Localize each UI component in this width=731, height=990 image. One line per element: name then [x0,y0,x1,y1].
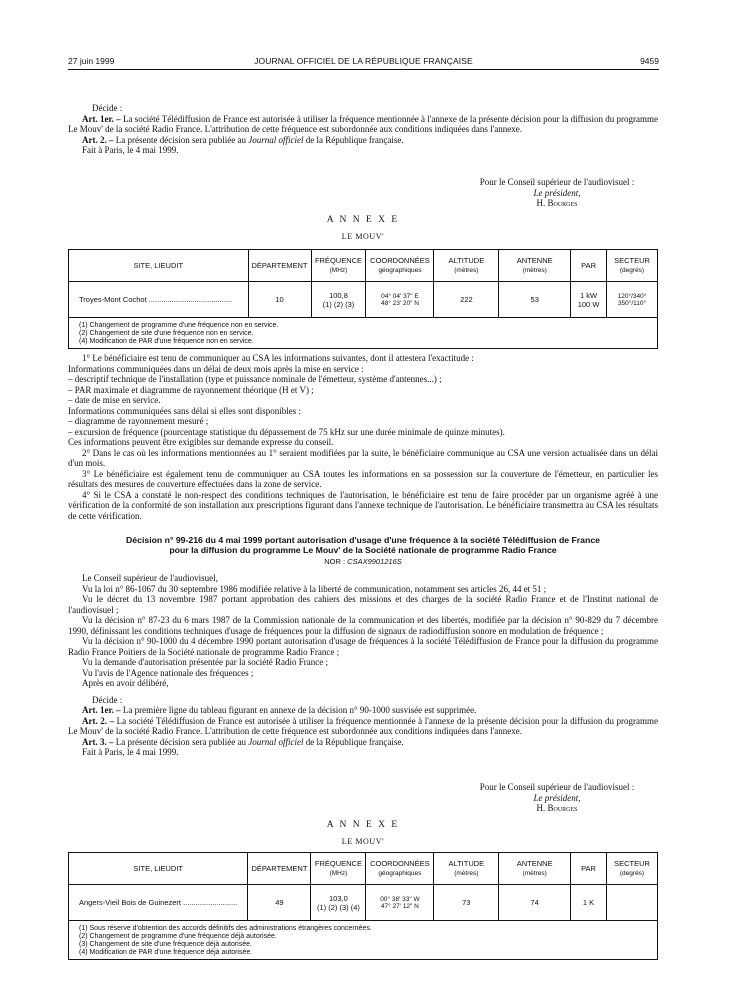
note-3: (4) Modification de PAR d'une fréquence non en service. [79,338,254,345]
cell-secteur-1: 120°/340° [617,292,647,300]
annex1-subtitle: LE MOUV' [341,232,385,241]
cell-alt: 73 [434,885,499,921]
col-alt-label: ALTITUDE [448,256,485,265]
nor-code: CSAX9901216S [347,557,402,566]
d2-art3-post: de la République française. [305,736,404,747]
d2-art2-label: Art. 2. – [82,715,115,726]
decision2-body [68,573,658,758]
col-par: PAR [571,250,607,282]
visa-7: Après en avoir délibéré, [82,678,169,688]
visa-3: Vu la décision n° 87-23 du 6 mars 1987 de la Commission nationale de la communication et des libertés, modifiée par la décision n° 90-829 du 7 décembre 1990, définissant les conditions techniques d'usage de fréquences pour la diffusion de signaux de radiodiffusion sonore en modulation de fréquence ; [68,615,658,636]
decision2-nor [68,557,658,566]
note-1: (1) Changement de programme d'une fréquence non en service. [79,322,279,329]
condition-exigibles: Ces informations peuvent être exigibles sur demande expresse du conseil. [68,437,334,447]
col-secteur-label: SECTEUR [614,256,650,265]
header-date: 27 juin 1999 [68,56,115,66]
decision1-art1 [68,114,658,135]
annex2-subtitle: LE MOUV' [341,837,385,846]
visa-2: Vu le décret du 13 novembre 1987 portant approbation des cahiers des missions et des charges de la société Radio France et de l'Institut national de l'audiovisuel ; [68,594,658,615]
cell-secteur [607,282,658,318]
annex1-notes-row [69,318,658,349]
decision1-art2 [68,135,658,146]
cell-coord-lat: 48° 23' 20" N [380,299,419,307]
cell-coord-lon: 04° 04' 37" E [381,292,419,300]
cell-par [571,282,607,318]
d2-signature-line3: H. Bourges [536,803,578,813]
condition-item-diagramme: – diagramme de rayonnement mesuré ; [68,416,209,426]
col-ant-unit: (mètres) [522,267,547,274]
table-row [69,282,658,318]
cell-ant: 74 [499,885,571,921]
annex1-header-row [69,250,658,282]
col-dept: DÉPARTEMENT [248,250,311,282]
condition-info-sans-delai: Informations communiquées sans délai si elles sont disponibles : [68,405,301,416]
condition-item-descriptif: – descriptif technique de l'installation (type et puissance nominale de l'émetteur, système d'antennes...) ; [68,374,442,384]
annex1-title: A N N E X E [326,215,400,225]
col-freq [311,853,366,885]
cell-alt: 222 [434,282,499,318]
decision2-title [68,535,658,555]
cell-site: Angers-Vieil Bois de Guinezert .......................... [69,885,248,921]
annex2-notes [69,921,658,960]
cell-coord [366,885,434,921]
decide-line: Décide : [92,103,123,113]
decision2-title-line2: pour la diffusion du programme Le Mouv' de la Société nationale de programme Radio France [169,545,557,555]
col-site: SITE, LIEUDIT [69,853,248,885]
annex1-notes [69,318,658,349]
col-secteur [607,853,658,885]
note-4: (4) Modification de PAR d'une fréquence déjà autorisée. [79,949,253,956]
col-alt-unit: (mètres) [454,870,479,877]
visa-6: Vu l'avis de l'Agence nationale des fréquences ; [82,667,254,678]
annex2-header-row [69,853,658,885]
d2-art3-label: Art. 3. – [82,736,114,747]
col-dept: DÉPARTEMENT [248,853,311,885]
art2-pre: La présente décision sera publiée au [115,134,246,145]
cell-coord-lat: 47° 27' 12" N [380,902,419,910]
signature-line1: Pour le Conseil supérieur de l'audiovisuel : [479,177,635,187]
col-freq-label: FRÉQUENCE [314,256,363,265]
header-page-number: 9459 [640,56,659,66]
col-alt-unit: (mètres) [454,267,479,274]
art2-label: Art. 2. – [82,134,114,145]
cell-ant: 53 [499,282,571,318]
art1-text: La société Télédiffusion de France est autorisée à utiliser la fréquence mentionnée à l'annexe de la présente décision pour la diffusion du programme Le Mouv' de la société Radio France. L'attribution de cette fréquence est subordonnée aux conditions indiquées dans l'annexe. [68,113,658,134]
page-header [68,56,659,70]
signature-line2: Le président, [533,187,581,198]
col-ant-unit: (mètres) [522,870,547,877]
decision1-fait: Fait à Paris, le 4 mai 1999. [82,145,179,155]
note-1: (1) Sous réserve d'obtention des accords définitifs des administrations étrangères concernées. [79,925,372,932]
cell-freq-value: 103,0 [329,893,348,903]
cell-freq-notes: (1) (2) (3) [322,299,355,309]
decision2-decide: Décide : [92,694,123,705]
visa-5: Vu la demande d'autorisation présentée par la société Radio France ; [82,657,328,667]
cell-coord-lon: 00° 38' 33" W [380,895,420,903]
condition-3: 3° Le bénéficiaire est également tenu de communiquer au CSA toutes les informations en sa possession sur la couverture de l'émetteur, en particulier les résultats des mesures de couverture effectuées dans la zone de service. [68,468,658,489]
cell-freq-value: 100,8 [329,290,348,300]
condition-2: 2° Dans le cas où les informations mentionnées au 1° seraient modifiées par la suite, le bénéficiaire communique au CSA une version actualisée dans un délai d'un mois. [68,447,658,468]
col-alt [434,853,499,885]
art2-journal: Journal officiel [248,134,304,145]
decision2-fait: Fait à Paris, le 4 mai 1999. [82,747,179,757]
d2-signature-line1: Pour le Conseil supérieur de l'audiovisuel : [479,782,635,792]
d2-art3-journal: Journal officiel [248,736,304,747]
annex2-table [68,852,658,960]
header-journal-title: JOURNAL OFFICIEL DE LA RÉPUBLIQUE FRANÇAISE [254,56,473,66]
condition-1: 1° Le bénéficiaire est tenu de communiquer au CSA les informations suivantes, dont il attestera l'exactitude : [82,353,474,363]
condition-item-excursion: – excursion de fréquence (pourcentage statistique du dépassement de 75 kHz sur une durée minimale de quinze minutes). [68,426,505,437]
decision2-intro: Le Conseil supérieur de l'audiovisuel, [82,573,218,583]
annex2-title: A N N E X E [326,820,400,830]
col-alt [434,250,499,282]
note-3: (3) Changement de site d'une fréquence déjà autorisée. [79,941,252,948]
decision2-art3 [68,737,658,748]
col-secteur-unit: (degrés) [619,267,645,274]
cell-par: 1 K [571,885,607,921]
col-par: PAR [571,853,607,885]
condition-item-date: – date de mise en service. [68,395,161,405]
cell-dept: 10 [248,282,311,318]
cell-coord [366,282,434,318]
signature-line3: H. Bourges [536,198,578,208]
cell-site: Troyes-Mont Cochot ........................................ [69,282,249,318]
col-coord-unit: géographiques [378,870,422,877]
note-2: (2) Changement de site d'une fréquence non en service. [79,330,254,337]
decision2-title-line1: Décision n° 99-216 du 4 mai 1999 portant autorisation d'usage d'une fréquence à la société Télédiffusion de France [126,535,600,545]
col-freq-label: FRÉQUENCE [314,859,362,868]
col-ant-label: ANTENNE [516,859,553,868]
table-row [69,885,658,921]
cell-secteur-2: 350°/110° [617,299,647,307]
col-freq [311,250,366,282]
decision2-signature [452,782,662,814]
d2-art1-label: Art. 1er. – [82,705,121,715]
col-secteur-label: SECTEUR [614,859,650,868]
decision1-articles [68,103,658,156]
nor-label: NOR : [324,557,346,566]
col-secteur-unit: (degrés) [619,870,645,877]
cell-par-2: 100 W [577,299,600,309]
col-coord-label: COORDONNÉES [370,256,430,265]
cell-dept: 49 [248,885,311,921]
col-freq-unit: (MHz) [329,267,348,274]
conditions-block [68,353,658,521]
note-2: (2) Changement de programme d'une fréquence déjà autorisée. [79,933,277,940]
cell-par-1: 1 kW [580,290,598,300]
visa-1: Vu la loi n° 86-1067 du 30 septembre 1986 modifiée relative à la liberté de communication, notamment ses articles 26, 44 et 51 ; [82,583,547,594]
cell-freq [311,885,366,921]
col-ant-label: ANTENNE [516,256,553,265]
col-freq-unit: (MHz) [329,870,348,877]
header-rule [68,69,659,70]
condition-item-par: – PAR maximale et diagramme de rayonnement théorique (H et V) ; [68,384,314,395]
col-secteur [607,250,658,282]
col-site: SITE, LIEUDIT [69,250,249,282]
annex1-table [68,249,658,349]
decision2-art1 [68,705,658,716]
condition-4: 4° Si le CSA a constaté le non-respect des conditions techniques de l'autorisation, le bénéficiaire est tenu de faire procéder par un organisme agréé à une vérification de la conformité de son installation aux prescriptions figurant dans l'annexe technique de l'autorisation. Le bénéficiaire transmettra au CSA les résultats de cette vérification. [68,489,658,521]
col-ant [499,853,571,885]
art2-post: de la République française. [305,134,404,145]
d2-signature-line2: Le président, [533,792,581,803]
d2-art2-text: La société Télédiffusion de France est autorisée à utiliser la fréquence mentionnée à l'annexe de la présente décision pour la diffusion du programme Le Mouv' de la société Radio France. L'attribution de cette fréquence est subordonnée aux conditions indiquées dans l'annexe. [68,715,658,736]
art1-label: Art. 1er. – [82,113,121,124]
col-ant [499,250,571,282]
d2-art1-text: La première ligne du tableau figurant en annexe de la décision n° 90-1000 susvisée est supprimée. [122,705,477,715]
d2-art3-pre: La présente décision sera publiée au [115,736,246,747]
decision2-art2 [68,716,658,737]
col-coord [366,250,434,282]
col-alt-label: ALTITUDE [448,859,485,868]
cell-freq-notes: (1) (2) (3) (4) [316,902,360,912]
decision1-signature [452,177,662,209]
col-coord [366,853,434,885]
cell-freq [311,282,366,318]
annex2-notes-row [69,921,658,960]
col-coord-label: COORDONNÉES [370,859,430,868]
condition-info-2months: Informations communiquées dans un délai de deux mois après la mise en service : [68,363,364,374]
visa-4: Vu la décision n° 90-1000 du 4 décembre 1990 portant autorisation d'usage de fréquences à la société Télédiffusion de France pour la diffusion du programme Radio France Poitiers de la Société nationale de programme Radio France ; [68,636,658,657]
col-coord-unit: géographiques [378,267,422,274]
cell-secteur [607,885,658,921]
